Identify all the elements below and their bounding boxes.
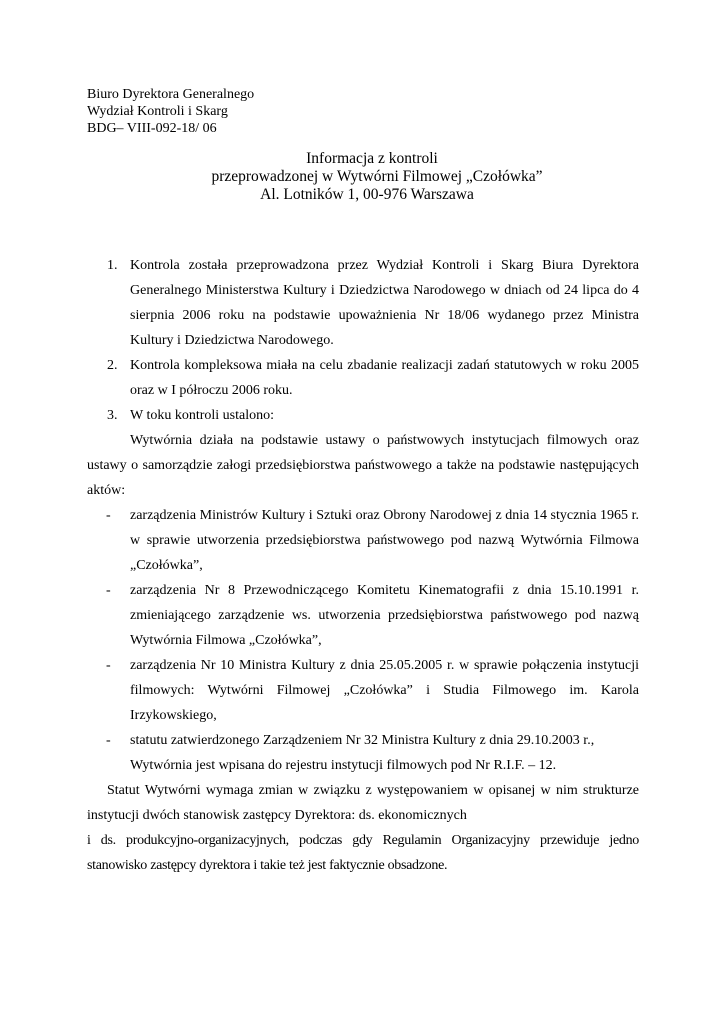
header-department: Wydział Kontroli i Skarg <box>87 104 228 119</box>
header-reference: BDG– VIII-092-18/ 06 <box>87 121 217 136</box>
header-office: Biuro Dyrektora Generalnego <box>87 87 255 102</box>
act-text: zarządzenia Nr 10 Ministra Kultury z dnia 25.05.2005 r. w sprawie połączenia instytucji filmowych: Wytwórni Filmowej „Czołówka” i Studia Filmowego im. Karola Irzykowskiego, <box>130 658 639 723</box>
dash-marker: - <box>106 508 111 523</box>
numbered-item-1 <box>87 253 639 353</box>
item-text: Kontrola została przeprowadzona przez Wydział Kontroli i Skarg Biura Dyrektora Generalnego Ministerstwa Kultury i Dziedzictwa Narodowego w dniach od 24 lipca do 4 sierpnia 2006 roku na podstawie upoważnienia Nr 18/06 wydanego przez Ministra Kultury i Dziedzictwa Narodowego. <box>130 258 639 348</box>
title-line-3: Al. Lotników 1, 00-976 Warszawa <box>260 186 474 203</box>
numbered-item-3 <box>87 403 639 428</box>
item-number: 3. <box>107 408 118 423</box>
item-number: 2. <box>107 358 118 373</box>
statute-paragraph-continued: i ds. produkcyjno-organizacyjnych, podczas gdy Regulamin Organizacyjny przewiduje jedno stanowisko zastępcy dyrektora i takie też jest faktycznie obsadzone. <box>87 833 639 873</box>
intro-paragraph: Wytwórnia działa na podstawie ustawy o państwowych instytucjach filmowych oraz ustawy o samorządzie załogi przedsiębiorstwa państwowego a także na podstawie następujących aktów: <box>87 433 639 498</box>
dash-marker: - <box>106 658 111 673</box>
numbered-item-2 <box>87 353 639 403</box>
item-text: Kontrola kompleksowa miała na celu zbadanie realizacji zadań statutowych w roku 2005 oraz w I półroczu 2006 roku. <box>130 358 639 398</box>
document-body <box>87 253 639 878</box>
statute-paragraph: Statut Wytwórni wymaga zmian w związku z występowaniem w opisanej w nim strukturze instytucji dwóch stanowisk zastępcy Dyrektora: ds. ekonomicznych <box>87 783 639 823</box>
item-number: 1. <box>107 258 118 273</box>
title-line-2: przeprowadzonej w Wytwórni Filmowej „Czołówka” <box>211 168 543 185</box>
document-title <box>0 150 724 204</box>
act-item-1 <box>87 503 639 578</box>
document-header <box>87 86 254 137</box>
registry-paragraph: Wytwórnia jest wpisana do rejestru instytucji filmowych pod Nr R.I.F. – 12. <box>130 758 557 773</box>
act-item-4 <box>87 728 639 753</box>
dash-marker: - <box>106 733 111 748</box>
act-text: statutu zatwierdzonego Zarządzeniem Nr 32 Ministra Kultury z dnia 29.10.2003 r., <box>130 733 595 748</box>
dash-marker: - <box>106 583 111 598</box>
item-text: W toku kontroli ustalono: <box>130 408 275 423</box>
act-item-3 <box>87 653 639 728</box>
title-line-1: Informacja z kontroli <box>306 150 438 167</box>
act-item-2 <box>87 578 639 653</box>
act-text: zarządzenia Ministrów Kultury i Sztuki oraz Obrony Narodowej z dnia 14 stycznia 1965 r. w sprawie utworzenia przedsiębiorstwa państwowego pod nazwą Wytwórnia Filmowa „Czołówka”, <box>130 508 639 573</box>
act-text: zarządzenia Nr 8 Przewodniczącego Komitetu Kinematografii z dnia 15.10.1991 r. zmieniającego zarządzenie ws. utworzenia przedsiębiorstwa państwowego pod nazwą Wytwórnia Filmowa „Czołówka”, <box>130 583 639 648</box>
